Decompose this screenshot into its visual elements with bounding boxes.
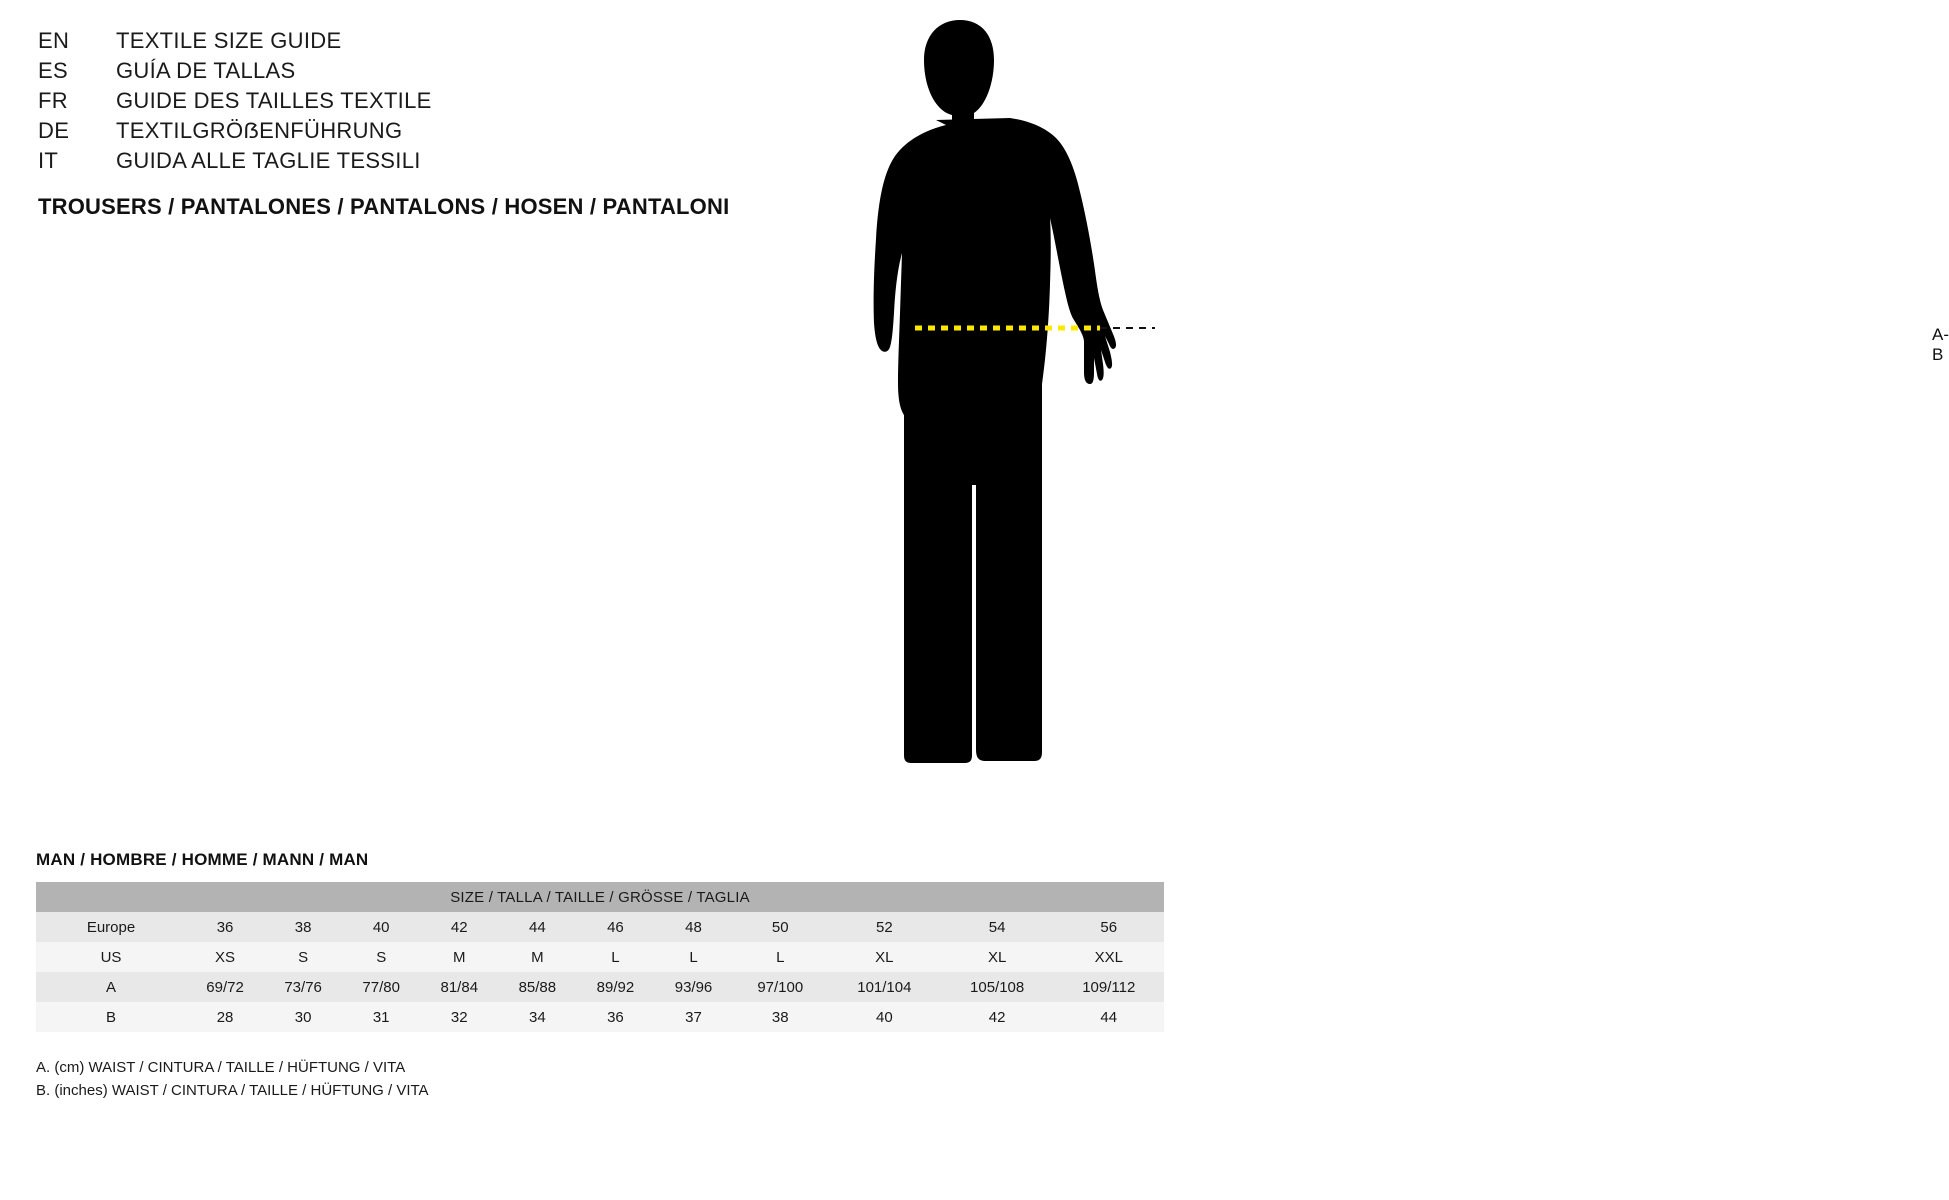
language-text: TEXTILE SIZE GUIDE xyxy=(116,28,342,53)
table-cell: 36 xyxy=(576,1002,654,1032)
table-cell: 42 xyxy=(941,1002,1054,1032)
measure-label-ab: A-B xyxy=(1932,325,1949,364)
table-cell: 105/108 xyxy=(941,972,1054,1002)
table-cell: 97/100 xyxy=(733,972,828,1002)
row-label: US xyxy=(36,942,186,972)
table-cell: 28 xyxy=(186,1002,264,1032)
language-code: DE xyxy=(38,118,70,143)
table-cell: 38 xyxy=(264,912,342,942)
table-cell: 30 xyxy=(264,1002,342,1032)
language-row xyxy=(38,148,798,178)
table-cell: 56 xyxy=(1054,912,1164,942)
header-block xyxy=(38,28,798,220)
language-code: FR xyxy=(38,88,68,113)
table-cell: 40 xyxy=(828,1002,941,1032)
language-code: ES xyxy=(38,58,68,83)
language-row xyxy=(38,88,798,118)
language-row xyxy=(38,58,798,88)
table-cell: 77/80 xyxy=(342,972,420,1002)
table-cell: XL xyxy=(941,942,1054,972)
table-cell: S xyxy=(342,942,420,972)
table-row xyxy=(36,1002,1164,1032)
table-cell: 52 xyxy=(828,912,941,942)
footnote-b: B. (inches) WAIST / CINTURA / TAILLE / HÜFTUNG / VITA xyxy=(36,1082,429,1100)
table-cell: M xyxy=(498,942,576,972)
language-text: GUÍA DE TALLAS xyxy=(116,58,296,83)
language-row xyxy=(38,28,798,58)
table-cell: 46 xyxy=(576,912,654,942)
footnotes xyxy=(36,1056,1164,1103)
table-cell: 50 xyxy=(733,912,828,942)
table-row xyxy=(36,972,1164,1002)
table-row xyxy=(36,942,1164,972)
language-text: GUIDE DES TAILLES TEXTILE xyxy=(116,88,432,113)
table-cell: 37 xyxy=(654,1002,732,1032)
table-cell: XXL xyxy=(1054,942,1164,972)
row-label: A xyxy=(36,972,186,1002)
gender-title: MAN / HOMBRE / HOMME / MANN / MAN xyxy=(36,850,369,869)
table-cell: 34 xyxy=(498,1002,576,1032)
table-cell: 36 xyxy=(186,912,264,942)
table-cell: S xyxy=(264,942,342,972)
table-cell: 48 xyxy=(654,912,732,942)
table-cell: L xyxy=(576,942,654,972)
table-cell: L xyxy=(733,942,828,972)
footnote-a: A. (cm) WAIST / CINTURA / TAILLE / HÜFTUNG / VITA xyxy=(36,1059,406,1076)
table-cell: 81/84 xyxy=(420,972,498,1002)
table-cell: 40 xyxy=(342,912,420,942)
table-cell: 42 xyxy=(420,912,498,942)
table-cell: 89/92 xyxy=(576,972,654,1002)
size-table-section xyxy=(36,850,1164,1103)
table-cell: 38 xyxy=(733,1002,828,1032)
table-cell: 73/76 xyxy=(264,972,342,1002)
table-cell: 93/96 xyxy=(654,972,732,1002)
table-cell: 44 xyxy=(498,912,576,942)
size-table xyxy=(36,882,1164,1032)
table-cell: XS xyxy=(186,942,264,972)
table-cell: L xyxy=(654,942,732,972)
row-label: B xyxy=(36,1002,186,1032)
row-label: Europe xyxy=(36,912,186,942)
figure-area xyxy=(810,10,1949,810)
table-cell: 101/104 xyxy=(828,972,941,1002)
table-header-label: SIZE / TALLA / TAILLE / GRÖSSE / TAGLIA xyxy=(36,882,1164,912)
language-text: TEXTILGRÖẞENFÜHRUNG xyxy=(116,118,403,143)
garment-type-title: TROUSERS / PANTALONES / PANTALONS / HOSEN / PANTALONI xyxy=(38,194,730,219)
language-text: GUIDA ALLE TAGLIE TESSILI xyxy=(116,148,421,173)
table-cell: M xyxy=(420,942,498,972)
language-code: IT xyxy=(38,148,59,173)
table-cell: 32 xyxy=(420,1002,498,1032)
man-silhouette-icon xyxy=(810,10,1200,810)
language-code: EN xyxy=(38,28,70,53)
table-row xyxy=(36,912,1164,942)
table-cell: 31 xyxy=(342,1002,420,1032)
table-cell: 109/112 xyxy=(1054,972,1164,1002)
language-row xyxy=(38,118,798,148)
table-cell: 54 xyxy=(941,912,1054,942)
table-cell: 69/72 xyxy=(186,972,264,1002)
table-cell: 85/88 xyxy=(498,972,576,1002)
table-header-row xyxy=(36,882,1164,912)
table-cell: XL xyxy=(828,942,941,972)
table-cell: 44 xyxy=(1054,1002,1164,1032)
